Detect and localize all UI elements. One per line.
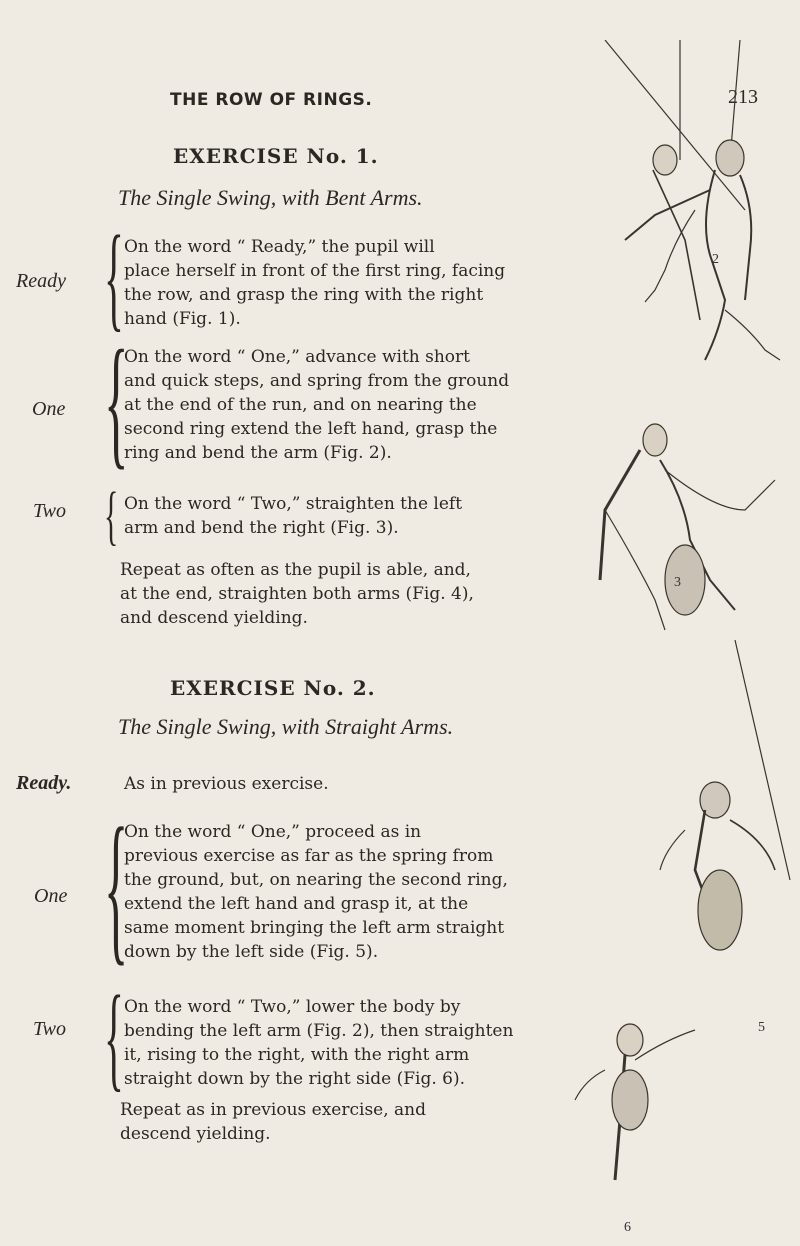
- exercise-1-subtitle: The Single Swing, with Bent Arms.: [118, 185, 423, 210]
- exercise-1-one-text: [124, 345, 604, 465]
- exercise-1-repeat-text: [120, 558, 600, 630]
- text-line: and descend yielding.: [120, 608, 308, 628]
- side-label-one: One: [34, 885, 68, 907]
- figure-label: 2: [712, 252, 719, 267]
- text-line: descend yielding.: [120, 1124, 271, 1144]
- exercise-2-repeat-text: [120, 1098, 600, 1146]
- gymnast-figures-illustration: [545, 40, 795, 1240]
- text-line: at the end of the run, and on nearing the: [124, 395, 477, 415]
- text-line: On the word “ One,” advance with short: [124, 347, 471, 367]
- text-line: straight down by the right side (Fig. 6).: [124, 1069, 466, 1089]
- text-line: Repeat as in previous exercise, and: [120, 1100, 426, 1120]
- brace: {: [104, 211, 124, 342]
- side-label-ready: Ready.: [16, 772, 72, 794]
- text-line: ring and bend the arm (Fig. 2).: [124, 443, 392, 463]
- brace: {: [104, 479, 119, 552]
- text-line: hand (Fig. 1).: [124, 309, 241, 329]
- text-line: the ground, but, on nearing the second ring,: [124, 870, 508, 890]
- brace: {: [104, 794, 129, 980]
- side-label-one: One: [32, 398, 66, 420]
- brace: {: [104, 971, 124, 1102]
- text-line: place herself in front of the first ring, facing: [124, 261, 506, 281]
- text-line: previous exercise as far as the spring from: [124, 846, 494, 866]
- exercise-2-one-text: [124, 820, 604, 964]
- figure-label: 6: [624, 1220, 631, 1235]
- exercise-1-ready-text: [124, 235, 604, 331]
- text-line: the row, and grasp the ring with the right: [124, 285, 484, 305]
- running-title: THE ROW OF RINGS.: [170, 90, 373, 110]
- exercise-1-title: EXERCISE No. 1.: [173, 144, 379, 168]
- exercise-2-ready-text: As in previous exercise.: [124, 774, 329, 794]
- text-line: same moment bringing the left arm straight: [124, 918, 505, 938]
- text-line: and quick steps, and spring from the ground: [124, 371, 510, 391]
- text-line: down by the left side (Fig. 5).: [124, 942, 379, 962]
- exercise-2-subtitle: The Single Swing, with Straight Arms.: [118, 714, 454, 739]
- page-number: 213: [728, 86, 758, 108]
- side-label-ready: Ready: [16, 270, 66, 292]
- text-line: On the word “ Two,” straighten the left: [124, 494, 463, 514]
- exercise-2-two-text: [124, 995, 604, 1091]
- text-line: On the word “ One,” proceed as in: [124, 822, 422, 842]
- figure-label: 3: [674, 575, 681, 590]
- text-line: arm and bend the right (Fig. 3).: [124, 518, 399, 538]
- text-line: On the word “ Two,” lower the body by: [124, 997, 461, 1017]
- text-line: Repeat as often as the pupil is able, and,: [120, 560, 471, 580]
- text-line: it, rising to the right, with the right arm: [124, 1045, 470, 1065]
- text-line: On the word “ Ready,” the pupil will: [124, 237, 435, 257]
- side-label-two: Two: [33, 500, 66, 522]
- text-line: at the end, straighten both arms (Fig. 4),: [120, 584, 474, 604]
- text-line: second ring extend the left hand, grasp the: [124, 419, 498, 439]
- text-line: bending the left arm (Fig. 2), then straighten: [124, 1021, 514, 1041]
- side-label-two: Two: [33, 1018, 66, 1040]
- exercise-1-two-text: [124, 492, 604, 540]
- text-line: extend the left hand and grasp it, at the: [124, 894, 469, 914]
- exercise-2-title: EXERCISE No. 2.: [170, 676, 376, 700]
- figure-label: 5: [758, 1020, 765, 1035]
- brace: {: [104, 320, 129, 482]
